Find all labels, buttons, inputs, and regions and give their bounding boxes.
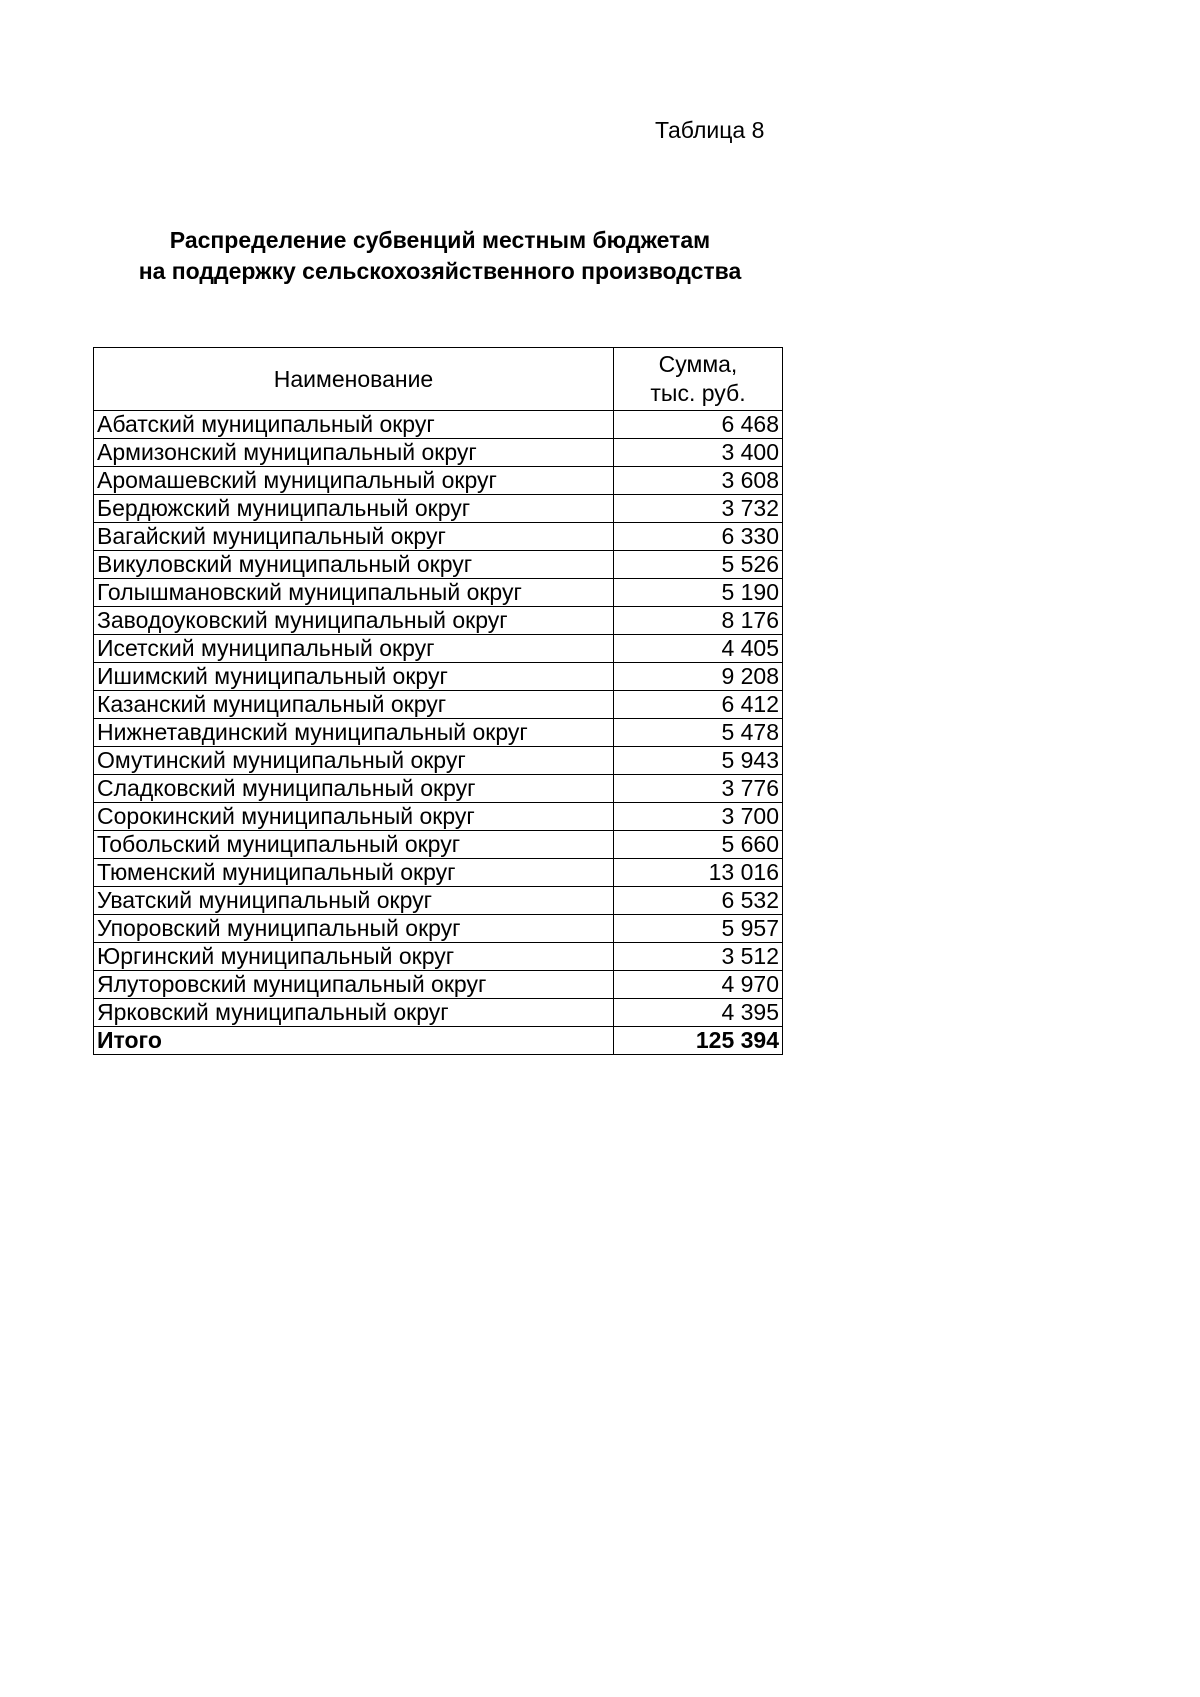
header-sum-line-2: тыс. руб.: [650, 380, 746, 406]
row-name: Аромашевский муниципальный округ: [94, 467, 614, 495]
row-sum: 4 395: [614, 999, 783, 1027]
row-name: Армизонский муниципальный округ: [94, 439, 614, 467]
row-sum: 4 970: [614, 971, 783, 999]
table-row: [94, 719, 783, 747]
row-sum: 3 776: [614, 775, 783, 803]
row-name: Бердюжский муниципальный округ: [94, 495, 614, 523]
distribution-table: [93, 347, 783, 1055]
table-row: [94, 971, 783, 999]
row-name: Сладковский муниципальный округ: [94, 775, 614, 803]
row-sum: 6 412: [614, 691, 783, 719]
row-sum: 6 468: [614, 411, 783, 439]
table-row: [94, 691, 783, 719]
table-row: [94, 999, 783, 1027]
title-line-1: Распределение субвенций местным бюджетам: [169, 227, 711, 253]
row-sum: 5 660: [614, 831, 783, 859]
table-row: [94, 775, 783, 803]
table-row: [94, 523, 783, 551]
table-row: [94, 803, 783, 831]
row-sum: 5 478: [614, 719, 783, 747]
table-row: [94, 915, 783, 943]
row-name: Ялуторовский муниципальный округ: [94, 971, 614, 999]
table-row: [94, 551, 783, 579]
header-sum-line-1: Сумма,: [658, 351, 738, 377]
header-row: [94, 348, 783, 411]
row-name: Заводоуковский муниципальный округ: [94, 607, 614, 635]
row-name: Викуловский муниципальный округ: [94, 551, 614, 579]
header-name: Наименование: [94, 348, 614, 411]
table-row: [94, 411, 783, 439]
table-number: Таблица 8: [655, 117, 765, 143]
row-sum: 5 943: [614, 747, 783, 775]
row-name: Казанский муниципальный округ: [94, 691, 614, 719]
row-sum: 5 526: [614, 551, 783, 579]
document-title: [95, 225, 785, 287]
header-sum: [614, 348, 783, 411]
row-name: Вагайский муниципальный округ: [94, 523, 614, 551]
row-sum: 3 608: [614, 467, 783, 495]
table-body: [94, 411, 783, 1055]
row-name: Ярковский муниципальный округ: [94, 999, 614, 1027]
title-line-2: на поддержку сельскохозяйственного производства: [138, 258, 742, 284]
table-row: [94, 579, 783, 607]
row-sum: 5 957: [614, 915, 783, 943]
table-row: [94, 859, 783, 887]
total-sum: 125 394: [614, 1027, 783, 1055]
total-label: Итого: [94, 1027, 614, 1055]
row-name: Сорокинский муниципальный округ: [94, 803, 614, 831]
row-name: Исетский муниципальный округ: [94, 635, 614, 663]
table-row: [94, 747, 783, 775]
row-name: Тобольский муниципальный округ: [94, 831, 614, 859]
row-name: Уватский муниципальный округ: [94, 887, 614, 915]
row-sum: 6 330: [614, 523, 783, 551]
row-sum: 3 700: [614, 803, 783, 831]
table-row: [94, 495, 783, 523]
table-row: [94, 635, 783, 663]
row-name: Нижнетавдинский муниципальный округ: [94, 719, 614, 747]
row-name: Тюменский муниципальный округ: [94, 859, 614, 887]
row-sum: 3 732: [614, 495, 783, 523]
table-row: [94, 607, 783, 635]
row-name: Упоровский муниципальный округ: [94, 915, 614, 943]
row-name: Юргинский муниципальный округ: [94, 943, 614, 971]
row-sum: 5 190: [614, 579, 783, 607]
row-sum: 13 016: [614, 859, 783, 887]
table-row: [94, 943, 783, 971]
row-name: Омутинский муниципальный округ: [94, 747, 614, 775]
row-sum: 9 208: [614, 663, 783, 691]
table-row: [94, 439, 783, 467]
total-row: [94, 1027, 783, 1055]
row-sum: 3 400: [614, 439, 783, 467]
row-sum: 4 405: [614, 635, 783, 663]
table-row: [94, 887, 783, 915]
row-name: Голышмановский муниципальный округ: [94, 579, 614, 607]
row-sum: 6 532: [614, 887, 783, 915]
table-row: [94, 467, 783, 495]
table-row: [94, 663, 783, 691]
row-sum: 3 512: [614, 943, 783, 971]
table-row: [94, 831, 783, 859]
row-sum: 8 176: [614, 607, 783, 635]
row-name: Абатский муниципальный округ: [94, 411, 614, 439]
row-name: Ишимский муниципальный округ: [94, 663, 614, 691]
